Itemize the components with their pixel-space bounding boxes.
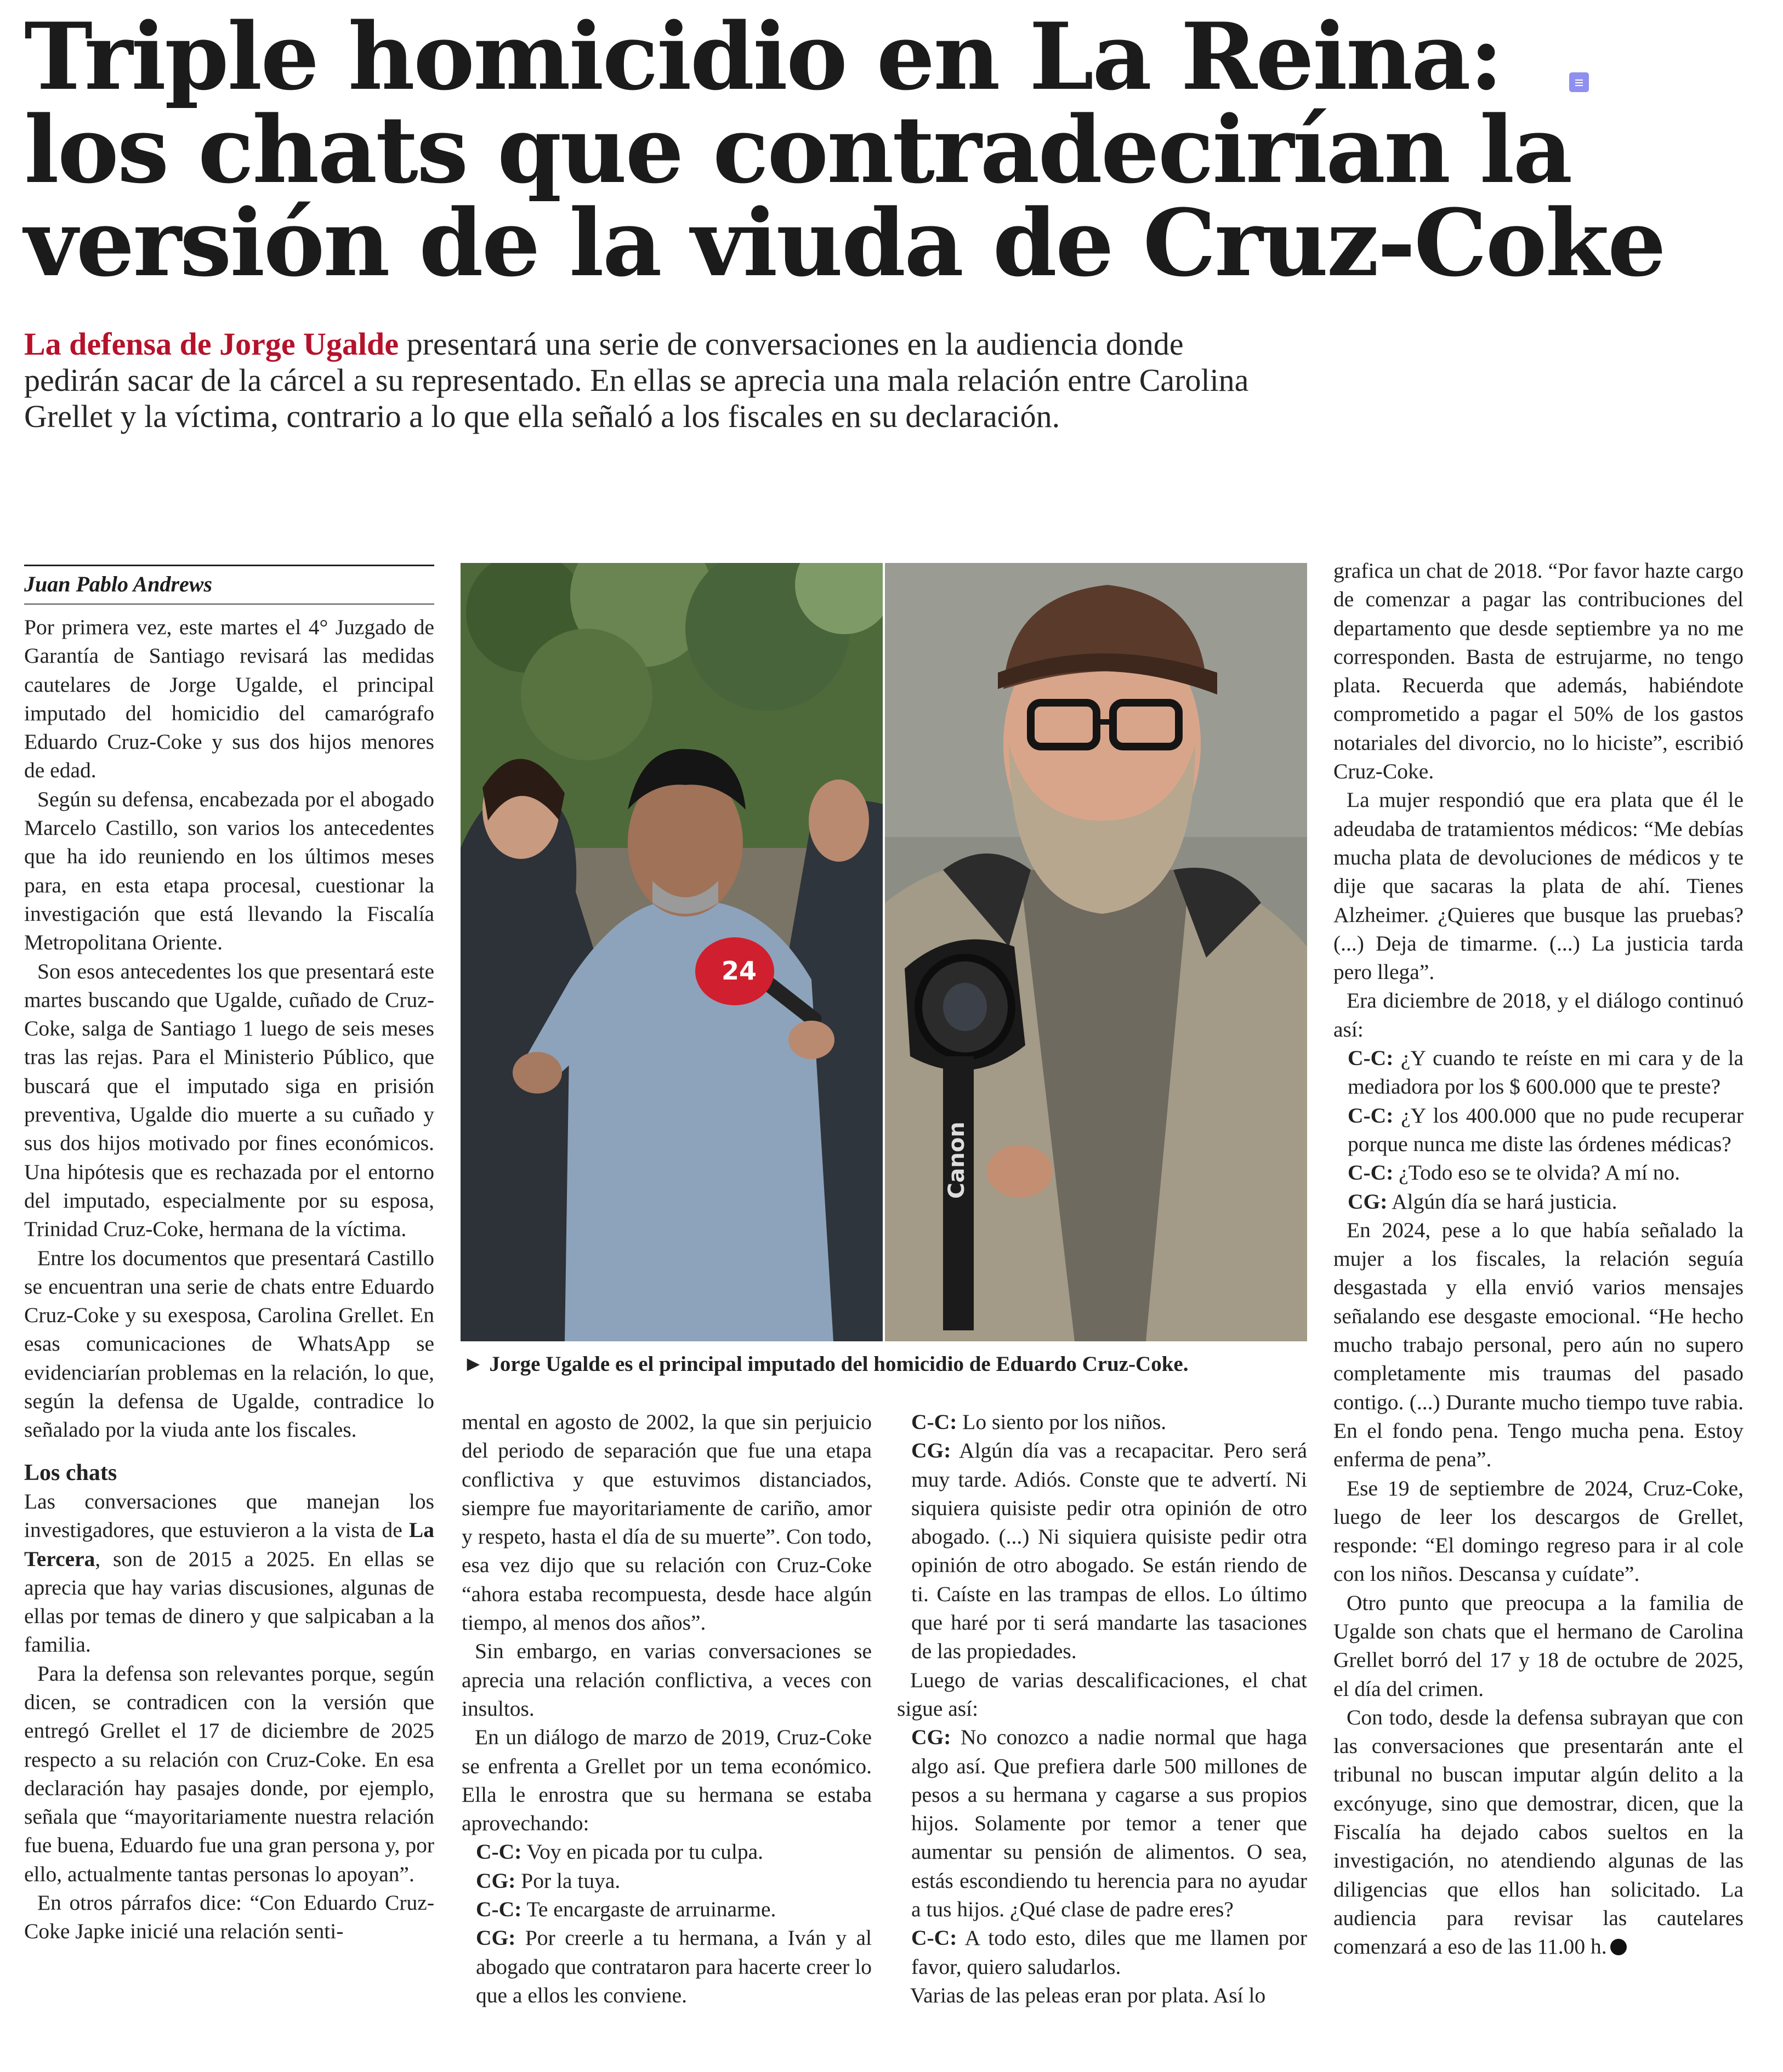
article-photo bbox=[461, 563, 1307, 1341]
paragraph: mental en agosto de 2002, la que sin perjuicio del periodo de separación que fue una etapa conflictiva y que estuvimos distanciados, siempre fue mayoritariamente de cariño, amor y respeto, hasta el día de su muerte”. Con todo, esa vez dijo que su relación con Cruz-Coke “ahora estaba recompuesta, desde hace algún tiempo, al menos dos años”. bbox=[462, 1410, 872, 1635]
dialogue-text: Algún día se hará justicia. bbox=[1387, 1189, 1617, 1214]
deck-lead: La defensa de Jorge Ugalde bbox=[24, 326, 399, 362]
paragraph: En 2024, pese a lo que había señalado la mujer a los fiscales, la relación seguía desgastada y ella envió varios mensajes señalando ese desgaste emocional. “He hecho mucho trabajo personal, pero aún no supero completamente mis traumas del pasado contigo. (...) Durante mucho tiempo tuve rabia. En el fondo pena. Tengo mucha pena. Estoy enferma de pena”. bbox=[1333, 1217, 1744, 1472]
dialogue-text: Algún día vas a recapacitar. Pero será muy tarde. Adiós. Conste que te advertí. Ni siquiera quisiste pedir otra opinión de otro abogado. (...) Ni siquiera quisiste pedir otra opinión de otro abogado. Se están riendo de ti. Caíste en las trampas de ellos. Lo último que haré por ti será mandarte las tasaciones de las propiedades. bbox=[911, 1438, 1307, 1664]
paragraph: La mujer respondió que era plata que él le adeudaba de tratamientos médicos: “Me debías mucha plata de devoluciones de médicos y te dije que sacaras la plata de ahí. Tienes Alzheimer. ¿Quieres que busque las pruebas? (...) Deja de timarme. (...) La justicia tarda pero llega”. bbox=[1333, 788, 1744, 984]
text-run: Las conversaciones que manejan los investigadores, que estuvieron a la vista de bbox=[24, 1489, 434, 1542]
paragraph bbox=[1333, 1703, 1744, 1961]
dialogue-line bbox=[897, 1408, 1307, 1436]
column-1 bbox=[24, 613, 434, 1946]
dialogue-line bbox=[462, 1866, 872, 1895]
speaker: C-C: bbox=[476, 1840, 522, 1864]
dialogue-line bbox=[462, 1837, 872, 1866]
byline: Juan Pablo Andrews bbox=[24, 565, 434, 605]
paragraph: En otros párrafos dice: “Con Eduardo Cruz-Coke Japke inicié una relación senti- bbox=[24, 1891, 434, 1944]
speaker: CG: bbox=[1348, 1189, 1388, 1214]
end-of-article-mark bbox=[1610, 1939, 1627, 1955]
speaker: CG: bbox=[476, 1926, 516, 1950]
camera-brand: Canon bbox=[944, 1122, 969, 1199]
headline-line-1: Triple homicidio en La Reina: bbox=[24, 2, 1502, 111]
dialogue-line bbox=[1333, 1158, 1744, 1187]
speaker: C-C: bbox=[911, 1926, 957, 1950]
dialogue-text: Te encargaste de arruinarme. bbox=[521, 1897, 776, 1922]
speaker: C-C: bbox=[1348, 1160, 1394, 1185]
note-icon[interactable] bbox=[1569, 72, 1589, 92]
column-2 bbox=[462, 1408, 872, 2010]
dialogue-line bbox=[1333, 1101, 1744, 1159]
speaker: C-C: bbox=[1348, 1103, 1394, 1128]
paragraph: Para la defensa son relevantes porque, según dicen, se contradicen con la versión que entregó Grellet el 17 de diciembre de 2025 respecto a su relación con Cruz-Coke. En esa declaración hay pasajes donde, por ejemplo, señala que “mayoritariamente nuestra relación fue buena, Eduardo fue una gran persona y, por ello, actualmente tantas personas lo apoyan”. bbox=[24, 1661, 434, 1886]
text-run: Con todo, desde la defensa subrayan que con las conversaciones que presentarán ante el tribunal no buscan imputar algún delito a la excónyuge, sino que demostrar, dicen, que la Fiscalía ha dejado cabos sueltos en la investigación, no atendiendo algunas de las diligencias que ellos han solicitado. La audiencia para revisar las cautelares comenzará a eso de las 11.00 h. bbox=[1333, 1705, 1744, 1959]
deck-text: presentará una serie de conversaciones en la audiencia donde pedirán sacar de la cárcel a su representado. En ellas se aprecia una mala relación entre Carolina Grellet y la víctima, contrario a lo que ella señaló a los fiscales en su declaración. bbox=[24, 326, 1249, 434]
paragraph: Por primera vez, este martes el 4° Juzgado de Garantía de Santiago revisará las medidas cautelares de Jorge Ugalde, el principal imputado del homicidio del camarógrafo Eduardo Cruz-Coke y sus dos hijos menores de edad. bbox=[24, 615, 434, 783]
speaker: C-C: bbox=[1348, 1046, 1394, 1071]
deck bbox=[24, 326, 1285, 435]
paragraph: Ese 19 de septiembre de 2024, Cruz-Coke, luego de leer los descargos de Grellet, responde: “El domingo regreso para ir al cole con los niños. Descansa y cuídate”. bbox=[1333, 1476, 1744, 1586]
dialogue-text: ¿Todo eso se te olvida? A mí no. bbox=[1393, 1160, 1680, 1185]
dialogue-text: A todo esto, diles que me llamen por favor, quiero saludarlos. bbox=[911, 1926, 1307, 1979]
dialogue-text: ¿Y cuando te reíste en mi cara y de la mediadora por los $ 600.000 que te preste? bbox=[1348, 1046, 1744, 1099]
publication-name: La Tercera bbox=[24, 1518, 434, 1571]
speaker: CG: bbox=[911, 1725, 951, 1750]
dialogue-line bbox=[1333, 1187, 1744, 1216]
dialogue-line bbox=[1333, 1044, 1744, 1101]
paragraph: Otro punto que preocupa a la familia de Ugalde son chats que el hermano de Carolina Grellet borró del 17 y 18 de octubre de 2025, el día del crimen. bbox=[1333, 1590, 1744, 1701]
dialogue-text: ¿Y los 400.000 que no pude recuperar porque nunca me diste las órdenes médicas? bbox=[1348, 1103, 1744, 1156]
dialogue-text: Por la tuya. bbox=[515, 1868, 621, 1893]
speaker: CG: bbox=[911, 1438, 951, 1463]
paragraph: En un diálogo de marzo de 2019, Cruz-Coke se enfrenta a Grellet por un tema económico. Ella le enrostra que su hermana se estaba aprovechando: bbox=[462, 1725, 872, 1836]
speaker: C-C: bbox=[476, 1897, 522, 1922]
paragraph: Son esos antecedentes los que presentará este martes buscando que Ugalde, cuñado de Cruz-Coke, salga de Santiago 1 luego de seis meses tras las rejas. Para el Ministerio Público, que buscará que el imputado siga en prisión preventiva, Ugalde dio muerte a su cuñado y sus dos hijos motivado por fines económicos. Una hipótesis que es rechazada por el entorno del imputado, especialmente por su esposa, Trinidad Cruz-Coke, hermana de la víctima. bbox=[24, 959, 434, 1242]
paragraph: Entre los documentos que presentará Castillo se encuentran una serie de chats entre Eduardo Cruz-Coke y su exesposa, Carolina Grellet. En esas comunicaciones de WhatsApp se evidenciarían problemas en la relación, lo que, según la defensa de Ugalde, contradice lo señalado por la viuda ante los fiscales. bbox=[24, 1245, 434, 1442]
speaker: C-C: bbox=[911, 1410, 957, 1434]
speaker: CG: bbox=[476, 1868, 516, 1893]
dialogue-line bbox=[462, 1923, 872, 2010]
headline-line-2: los chats que contradecirían la bbox=[24, 95, 1571, 204]
dialogue-line bbox=[897, 1923, 1307, 1981]
dialogue-line bbox=[897, 1436, 1307, 1665]
text-run: , son de 2015 a 2025. En ellas se aprecia que hay varias discusiones, algunas de ellas por temas de dinero y que salpicaban a la familia. bbox=[24, 1546, 434, 1657]
dialogue-line bbox=[897, 1723, 1307, 1923]
dialogue-text: Por creerle a tu hermana, a Iván y al abogado que contrataron para hacerte creer lo que a ellos les conviene. bbox=[476, 1926, 872, 2007]
paragraph: grafica un chat de 2018. “Por favor hazte cargo de comenzar a pagar las contribuciones del departamento que desde septiembre ya no me corresponden. Basta de estrujarme, no tengo plata. Recuerda que además, habiéndote comprometido a pagar el 50% de los gastos notariales del divorcio, no lo hiciste”, escribió Cruz-Coke. bbox=[1333, 559, 1744, 784]
dialogue-text: Lo siento por los niños. bbox=[957, 1410, 1167, 1434]
paragraph: Luego de varias descalificaciones, el chat sigue así: bbox=[897, 1667, 1307, 1721]
photo-caption: ► Jorge Ugalde es el principal imputado del homicidio de Eduardo Cruz-Coke. bbox=[463, 1352, 1189, 1376]
paragraph: Según su defensa, encabezada por el abogado Marcelo Castillo, son varios los antecedentes que ha ido reuniendo en los últimos meses para, en esta etapa procesal, cuestionar la investigación que está llevando la Fiscalía Metropolitana Oriente. bbox=[24, 787, 434, 955]
headline bbox=[24, 2, 1665, 297]
headline-line-3: versión de la viuda de Cruz-Coke bbox=[24, 189, 1665, 297]
dialogue-line bbox=[462, 1895, 872, 1923]
column-3 bbox=[897, 1408, 1307, 2010]
paragraph: Sin embargo, en varias conversaciones se aprecia una relación conflictiva, a veces con insultos. bbox=[462, 1639, 872, 1721]
paragraph: Era diciembre de 2018, y el diálogo continuó así: bbox=[1333, 988, 1744, 1041]
paragraph bbox=[24, 1487, 434, 1659]
column-4 bbox=[1333, 556, 1744, 1961]
dialogue-text: No conozco a nadie normal que haga algo así. Que prefiera darle 500 millones de pesos a su hermana y cagarse a sus propios hijos. Solamente por temor a tener que aumentar su pensión de alimentos. O sea, estás escondiendo tu herencia para no ayudar a tus hijos. ¿Qué clase de padre eres? bbox=[911, 1725, 1307, 1922]
dialogue-text: Voy en picada por tu culpa. bbox=[521, 1840, 763, 1864]
subheading: Los chats bbox=[24, 1460, 117, 1485]
mic-logo: 24 bbox=[722, 956, 757, 986]
paragraph: Varias de las peleas eran por plata. Así lo bbox=[910, 1983, 1266, 2007]
